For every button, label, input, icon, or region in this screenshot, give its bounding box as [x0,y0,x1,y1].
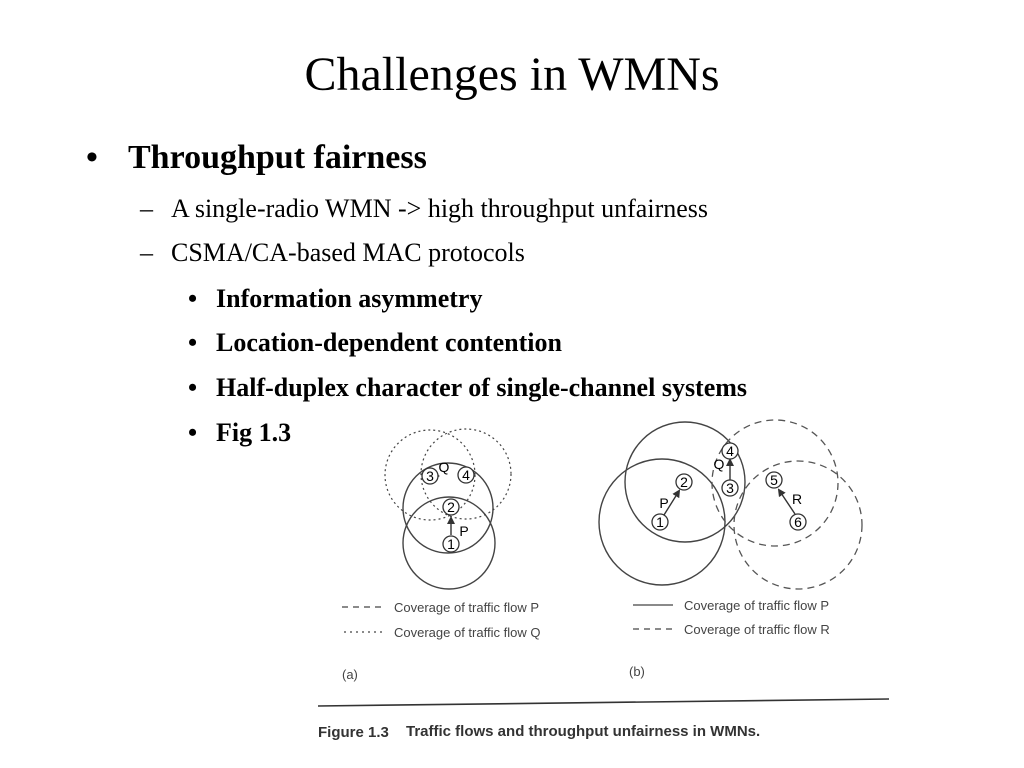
svg-text:2: 2 [447,499,455,515]
node-a-4 [458,467,474,483]
svg-text:4: 4 [726,443,734,459]
svg-text:5: 5 [770,472,778,488]
legend-b-item-2: Coverage of traffic flow R [684,622,830,637]
svg-text:3: 3 [726,480,734,496]
legend-a-item-1: Coverage of traffic flow P [394,600,539,615]
svg-text:1: 1 [656,514,664,530]
sub-bullet-text: CSMA/CA-based MAC protocols [171,238,525,267]
node-b-5 [766,472,782,488]
flow-label-b-q: Q [713,456,725,472]
slide-title: Challenges in WMNs [304,48,720,101]
sub-sub-bullet-dot: • [188,418,198,447]
legend-b-item-1: Coverage of traffic flow P [684,598,829,613]
sub-bullet-dash: – [140,238,153,267]
legend-a [342,600,540,682]
sub-sub-bullet-dot: • [188,284,198,313]
panel-b-nodes [652,443,806,530]
sub-sub-bullet-dot: • [188,328,198,357]
sub-sub-bullet-text: Information asymmetry [216,284,483,313]
panel-b-label: (b) [629,664,645,679]
figure-caption [318,723,760,741]
node-b-3 [722,480,738,496]
sub-bullet-dash: – [140,194,153,223]
caption-label: Figure 1.3 [318,724,389,741]
caption-text: Traffic flows and throughput unfairness in WMNs. [406,723,761,740]
node-a-3 [422,468,438,484]
legend-a-item-2: Coverage of traffic flow Q [394,625,541,640]
node-a-2 [443,499,459,515]
sub-bullet-text: A single-radio WMN -> high throughput unfairness [171,194,708,223]
panel-a-label: (a) [342,667,358,682]
flow-label-b-r: R [791,491,803,507]
flow-label-b-p: P [659,495,669,511]
svg-text:1: 1 [447,536,455,552]
svg-text:3: 3 [426,468,434,484]
bullet-text: Throughput fairness [128,139,427,176]
legend-b [629,598,830,679]
flow-label-a-q: Q [438,459,450,475]
svg-text:2: 2 [680,474,688,490]
sub-sub-bullet-text: Half-duplex character of single-channel systems [216,373,748,402]
bullet-dot: • [86,139,98,176]
sub-sub-bullet-text: Fig 1.3 [216,418,292,447]
sub-sub-bullet-dot: • [188,373,198,402]
sub-sub-bullet-text: Location-dependent contention [216,328,562,357]
node-a-1 [443,536,459,552]
caption-rule [318,699,889,706]
svg-text:4: 4 [462,467,470,483]
node-b-2 [676,474,692,490]
node-b-1 [652,514,668,530]
flow-label-a-p: P [459,523,469,539]
svg-text:6: 6 [794,514,802,530]
node-b-6 [790,514,806,530]
panel-a-nodes [422,459,474,552]
